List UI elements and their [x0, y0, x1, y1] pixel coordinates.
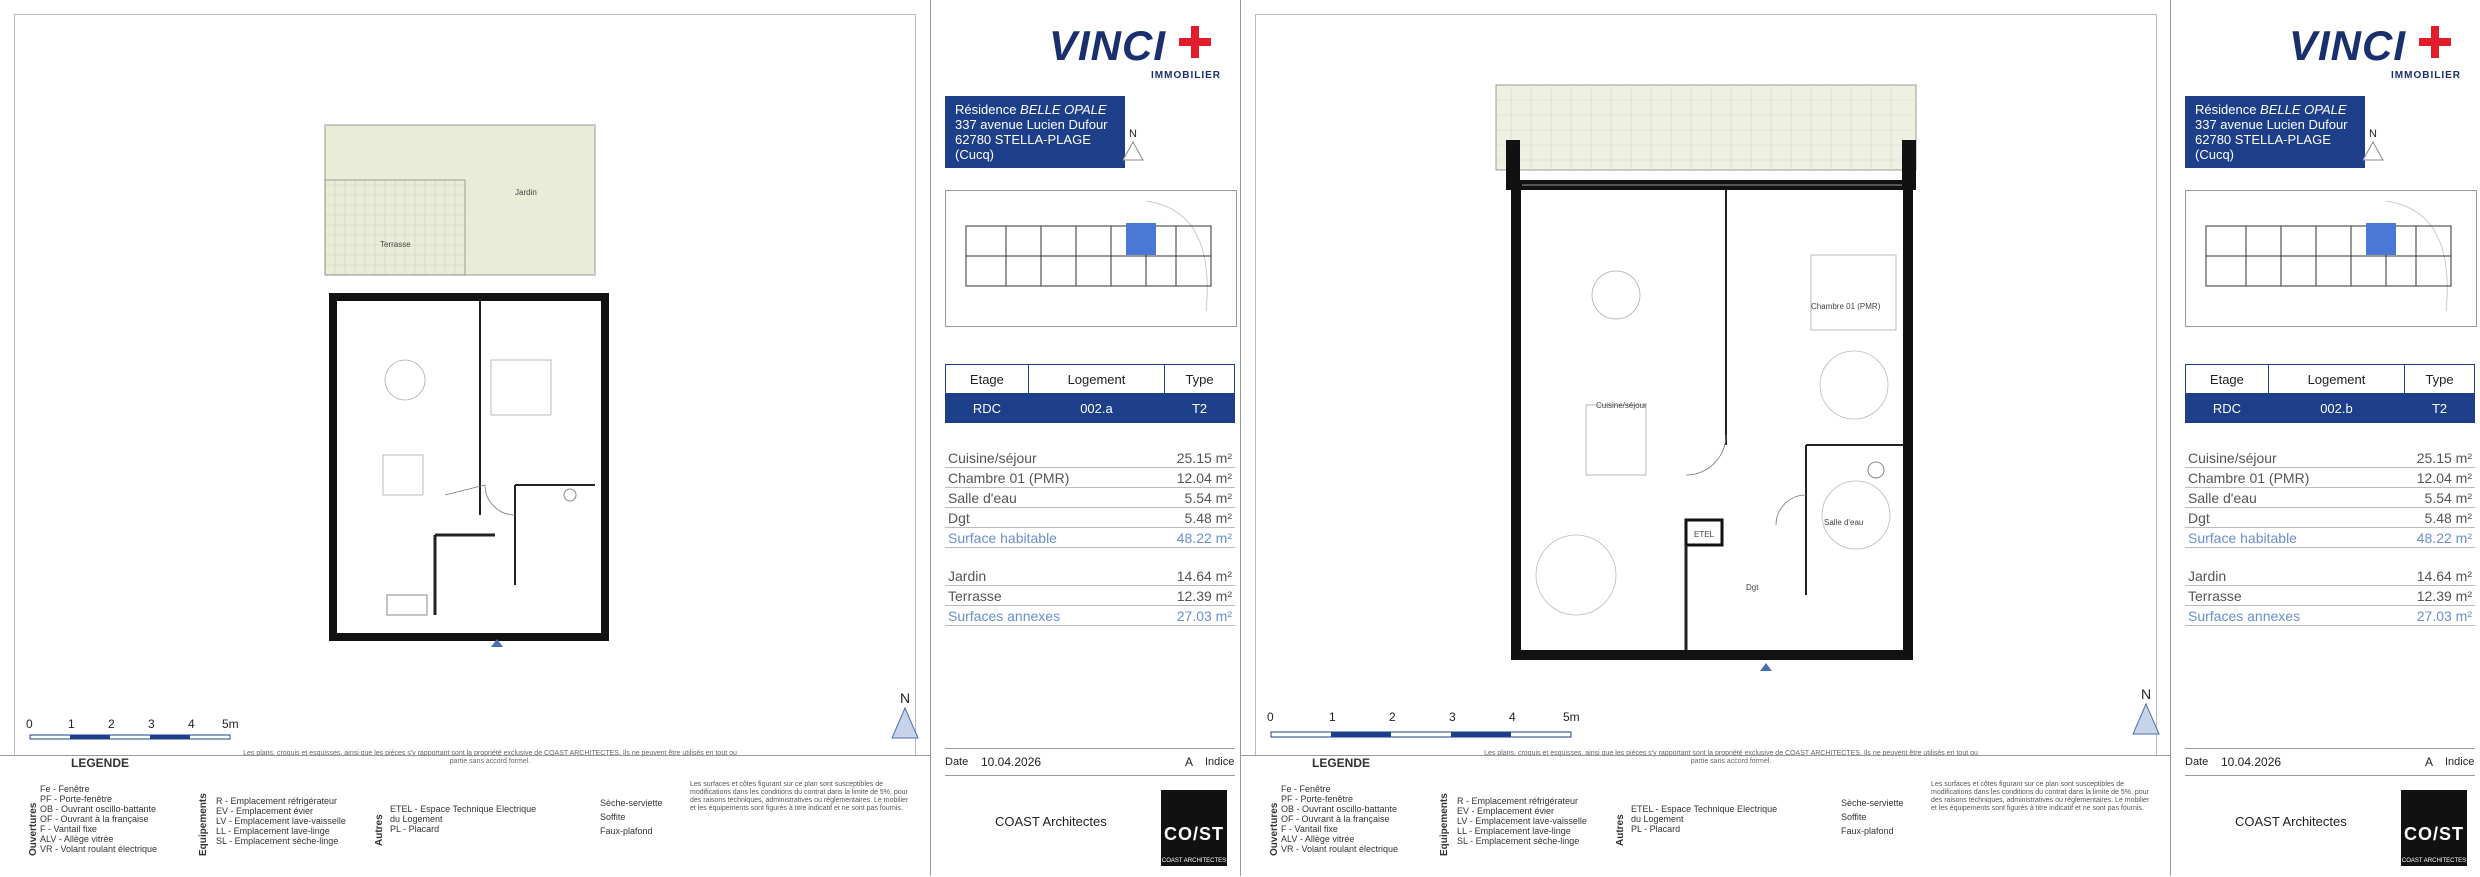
north-label: N [2140, 686, 2152, 702]
legend-item: EV - Emplacement évier [1457, 806, 1555, 816]
scale-tick: 2 [108, 717, 115, 731]
info-value-logement: 002.a [1028, 394, 1164, 423]
legend-item: ETEL - Espace Technique Electrique du Logement [390, 804, 537, 824]
coast-mark: CO/ST [2403, 824, 2464, 844]
residence-city: 62780 STELLA-PLAGE (Cucq) [2195, 132, 2331, 162]
legend-ouvertures-title: Ouvertures [1269, 802, 1280, 856]
logo-sub: IMMOBILIER [1151, 70, 1221, 81]
residence-prefix: Résidence [2195, 102, 2261, 117]
scale-tick: 3 [148, 717, 155, 731]
sheet-b [1240, 0, 2171, 876]
legend-title: LEGENDE [70, 756, 129, 770]
date-value: 10.04.2026 [981, 755, 1042, 769]
annex-row: Jardin 14.64 m² [945, 566, 1235, 586]
date-row-a [945, 748, 1235, 776]
legend-item: Sèche-serviette [1841, 798, 1904, 808]
legend-item: OF - Ouvrant à la française [1281, 814, 1390, 824]
legend-item: F - Vantail fixe [1281, 824, 1338, 834]
info-value-type: T2 [1165, 394, 1235, 423]
key-plan-b [2185, 190, 2477, 327]
scale-tick: 3 [1449, 710, 1456, 724]
architect-name-b: COAST Architectes [2235, 814, 2347, 829]
architect-name-a: COAST Architectes [995, 814, 1107, 829]
legend-title: LEGENDE [1311, 756, 1370, 770]
legend-item: Soffite [600, 812, 626, 822]
legend-item: ALV - Allège vitrée [40, 834, 114, 844]
surfaces-table-a [945, 448, 1235, 626]
logo-brand: VINCI [1049, 22, 1167, 69]
annex-total-row: Surfaces annexes 27.03 m² [2185, 606, 2475, 626]
surface-row: Salle d'eau 5.54 m² [945, 488, 1235, 508]
side-panel-b [2170, 0, 2480, 876]
coast-sub: COAST ARCHITECTES [2401, 858, 2467, 864]
plan-label-etel: ETEL [1694, 530, 1715, 539]
residence-name: BELLE OPALE [1020, 102, 1107, 117]
residence-city: 62780 STELLA-PLAGE (Cucq) [955, 132, 1091, 162]
residence-address: 337 avenue Lucien Dufour [2195, 117, 2348, 132]
date-row-b [2185, 748, 2475, 776]
info-value-type: T2 [2405, 394, 2475, 423]
legend-item: Fe - Fenêtre [1281, 784, 1331, 794]
info-header: Type [2405, 365, 2475, 394]
legend-ouvertures [40, 784, 157, 854]
legend-item: F - Vantail fixe [40, 824, 97, 834]
legend-equipements-title: Equipements [198, 793, 209, 856]
sheet-a [0, 0, 930, 876]
legend-item: OF - Ouvrant à la française [40, 814, 149, 824]
legend-item: LV - Emplacement lave-vaisselle [216, 816, 346, 826]
surface-row: Cuisine/séjour 25.15 m² [945, 448, 1235, 468]
plan-label-living: Cuisine/séjour [1596, 401, 1647, 410]
plan-label-garden: Jardin [515, 188, 537, 197]
indice-value: A [1185, 755, 1194, 769]
plan-label-bathroom: Salle d'eau [1824, 518, 1864, 527]
north-small-label: N [2369, 128, 2377, 140]
scale-tick: 1 [68, 717, 75, 731]
legend-item: VR - Volant roulant électrique [1281, 844, 1399, 854]
info-header: Logement [2268, 365, 2404, 394]
annex-row: Jardin 14.64 m² [2185, 566, 2475, 586]
vinci-logo [1049, 22, 1229, 81]
legend-autres-title: Autres [374, 814, 385, 846]
legend-symbols [1841, 796, 1904, 838]
annex-row: Terrasse 12.39 m² [2185, 586, 2475, 606]
coast-logo-b [2401, 790, 2467, 866]
scale-tick: 1 [1329, 710, 1336, 724]
info-header: Etage [2186, 365, 2269, 394]
scale-tick: 0 [1267, 710, 1274, 724]
scale-tick: 4 [1509, 710, 1516, 724]
date-label: Date [945, 756, 969, 768]
legend-item: EV - Emplacement évier [216, 806, 314, 816]
scale-bar-a [26, 717, 266, 747]
legend-item: OB - Ouvrant oscillo-battante [40, 804, 157, 814]
legend-ouvertures [1281, 784, 1398, 854]
north-arrow-a [890, 690, 920, 743]
plan-label-hall: Dgt [1746, 583, 1759, 592]
legend-item: Faux-plafond [1841, 826, 1894, 836]
floor-plan-a [15, 15, 915, 755]
legend-equipements [216, 796, 346, 846]
legend-item: PL - Placard [1631, 824, 1681, 834]
plan-area-b [1255, 14, 2157, 756]
surface-row: Chambre 01 (PMR) 12.04 m² [945, 468, 1235, 488]
scale-tick: 5m [1563, 710, 1580, 724]
logo-sub: IMMOBILIER [2391, 70, 2461, 81]
legend-autres [1631, 804, 1781, 834]
legend-note: Les surfaces et côtes figurant sur ce plan sont susceptibles de modifications dans les conditions du contrat dans la limite de 5%, pour des raisons techniques, administratives ou réglementaires. Le mobilier et les équipements sont figurés à titre indicatif et ne sont pas fournis. [690, 781, 909, 812]
info-value-etage: RDC [946, 394, 1029, 423]
residence-address: 337 avenue Lucien Dufour [955, 117, 1108, 132]
legend-item: LL - Emplacement lave-linge [216, 826, 330, 836]
legend-item: Fe - Fenêtre [40, 784, 90, 794]
plan-area-a [14, 14, 916, 756]
floor-plan-b [1256, 15, 2156, 755]
legend-ouvertures-title: Ouvertures [28, 802, 39, 856]
indice-value: A [2425, 755, 2434, 769]
logo-brand: VINCI [2289, 22, 2407, 69]
coast-logo-a [1161, 790, 1227, 866]
legend-item: SL - Emplacement sèche-linge [216, 836, 339, 846]
legend-item: LV - Emplacement lave-vaisselle [1457, 816, 1587, 826]
surface-total-row: Surface habitable 48.22 m² [945, 528, 1235, 548]
legend-autres [390, 804, 540, 834]
surfaces-table-b [2185, 448, 2475, 626]
scale-tick: 2 [1389, 710, 1396, 724]
key-plan-a [945, 190, 1237, 327]
indice-label: Indice [1205, 756, 1235, 768]
legend-item: Soffite [1841, 812, 1867, 822]
date-value: 10.04.2026 [2221, 755, 2282, 769]
footer-note-a: Les plans, croquis et esquisses, ainsi que les pièces s'y rapportant sont la propriété exclusive de COAST ARCHITECTES. Ils ne peuvent être utilisés en tout ou partie sans accord formel. [243, 750, 737, 765]
surface-total-row: Surface habitable 48.22 m² [2185, 528, 2475, 548]
info-table-a [945, 364, 1235, 423]
legend-item: Faux-plafond [600, 826, 653, 836]
legend-equipements [1457, 796, 1587, 846]
keyplan-north [1121, 128, 1145, 165]
plan-label-bedroom: Chambre 01 (PMR) [1811, 302, 1881, 311]
legend-item: ALV - Allège vitrée [1281, 834, 1355, 844]
legend-item: Sèche-serviette [600, 798, 663, 808]
legend-item: R - Emplacement réfrigérateur [1457, 796, 1579, 806]
info-value-logement: 002.b [2268, 394, 2404, 423]
date-label: Date [2185, 756, 2209, 768]
legend-item: LL - Emplacement lave-linge [1457, 826, 1571, 836]
surface-row: Dgt 5.48 m² [945, 508, 1235, 528]
info-header: Logement [1028, 365, 1164, 394]
legend-item: PF - Porte-fenêtre [40, 794, 113, 804]
legend-note: Les surfaces et côtes figurant sur ce plan sont susceptibles de modifications dans les conditions du contrat dans la limite de 5%, pour des raisons techniques, administratives ou réglementaires. Le mobilier et les équipements sont figurés à titre indicatif et ne sont pas fournis. [1931, 781, 2150, 812]
coast-sub: COAST ARCHITECTES [1161, 858, 1227, 864]
annex-total-row: Surfaces annexes 27.03 m² [945, 606, 1235, 626]
footer-note-b: Les plans, croquis et esquisses, ainsi que les pièces s'y rapportant sont la propriété exclusive de COAST ARCHITECTES. Ils ne peuvent être utilisés en tout ou partie sans accord formel. [1484, 750, 1978, 765]
legend-item: OB - Ouvrant oscillo-battante [1281, 804, 1398, 814]
residence-box [945, 96, 1125, 168]
legend-item: SL - Emplacement sèche-linge [1457, 836, 1580, 846]
legend-autres-title: Autres [1615, 814, 1626, 846]
indice-label: Indice [2445, 756, 2475, 768]
side-panel-a [930, 0, 1241, 876]
legend-item: PF - Porte-fenêtre [1281, 794, 1354, 804]
north-small-label: N [1129, 128, 1137, 140]
legend-b [1241, 755, 2171, 877]
legend-symbols [600, 796, 663, 838]
north-label: N [899, 690, 911, 706]
scale-bar-b [1267, 710, 1597, 744]
surface-row: Cuisine/séjour 25.15 m² [2185, 448, 2475, 468]
legend-a [0, 755, 930, 877]
residence-prefix: Résidence [955, 102, 1021, 117]
scale-tick: 0 [26, 717, 33, 731]
info-header: Etage [946, 365, 1029, 394]
info-value-etage: RDC [2186, 394, 2269, 423]
info-header: Type [1165, 365, 1235, 394]
legend-item: PL - Placard [390, 824, 440, 834]
coast-mark: CO/ST [1163, 824, 1224, 844]
surface-row: Chambre 01 (PMR) 12.04 m² [2185, 468, 2475, 488]
legend-item: VR - Volant roulant électrique [40, 844, 158, 854]
residence-box [2185, 96, 2365, 168]
plan-label-terrace: Terrasse [380, 240, 411, 249]
legend-item: ETEL - Espace Technique Electrique du Logement [1631, 804, 1778, 824]
annex-row: Terrasse 12.39 m² [945, 586, 1235, 606]
legend-item: R - Emplacement réfrigérateur [216, 796, 338, 806]
surface-row: Dgt 5.48 m² [2185, 508, 2475, 528]
residence-name: BELLE OPALE [2260, 102, 2347, 117]
vinci-logo [2289, 22, 2469, 81]
surface-row: Salle d'eau 5.54 m² [2185, 488, 2475, 508]
scale-tick: 4 [188, 717, 195, 731]
north-arrow-b [2131, 686, 2161, 739]
keyplan-north [2361, 128, 2385, 165]
scale-tick: 5m [222, 717, 239, 731]
info-table-b [2185, 364, 2475, 423]
legend-equipements-title: Equipements [1439, 793, 1450, 856]
